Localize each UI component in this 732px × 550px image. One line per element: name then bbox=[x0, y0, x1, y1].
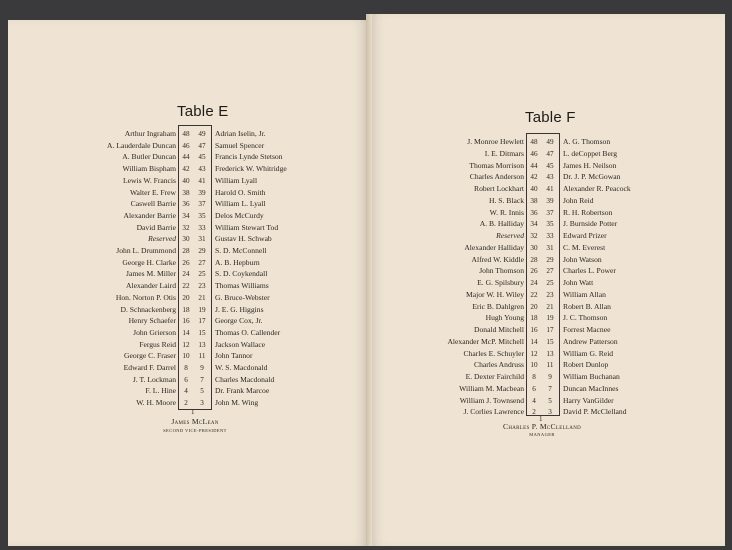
right-seat-number: 37 bbox=[198, 200, 206, 209]
left-guest-name: Hugh Young bbox=[485, 313, 524, 323]
left-seat-number: 12 bbox=[530, 349, 538, 358]
right-seat-number: 39 bbox=[198, 188, 206, 197]
seat-row bbox=[0, 171, 732, 183]
left-seat-number: 44 bbox=[182, 153, 190, 162]
left-guest-name: Edward F. Darrel bbox=[123, 363, 176, 372]
right-seat-number: 9 bbox=[548, 373, 552, 381]
left-seat-number: 12 bbox=[182, 340, 190, 349]
right-seat-number: 23 bbox=[546, 290, 554, 299]
left-seat-number: 30 bbox=[530, 243, 538, 252]
left-guest-name: Alexander McP. Mitchell bbox=[447, 336, 524, 346]
right-guest-name: G. Bruce-Webster bbox=[215, 292, 270, 302]
right-seat-number: 29 bbox=[198, 247, 206, 255]
left-guest-name: Arthur Ingraham bbox=[124, 129, 176, 138]
seat-row bbox=[0, 336, 732, 348]
right-guest-name: James H. Neilson bbox=[563, 160, 617, 170]
right-seat-number: 15 bbox=[198, 328, 206, 337]
right-seat-number: 41 bbox=[546, 185, 554, 193]
right-guest-name: Alexander R. Peacock bbox=[563, 184, 631, 193]
right-seat-number: 9 bbox=[200, 364, 204, 372]
left-seat-number: 38 bbox=[530, 196, 538, 205]
right-guest-name: Jackson Wallace bbox=[215, 339, 266, 349]
right-guest-name: Duncan MacInnes bbox=[563, 383, 619, 393]
left-guest-name: W. R. Innis bbox=[489, 207, 524, 217]
right-guest-name: William Buchanan bbox=[563, 372, 620, 381]
left-guest-name: J. T. Lockman bbox=[132, 374, 176, 384]
left-seat-number: 14 bbox=[530, 337, 538, 346]
right-seat-number: 17 bbox=[198, 317, 206, 326]
right-seat-number: 19 bbox=[198, 305, 206, 314]
left-seat-number: 8 bbox=[532, 373, 536, 381]
seat-row bbox=[0, 242, 732, 254]
right-guest-name: William Allan bbox=[563, 289, 606, 299]
left-guest-name: D. Schnackenberg bbox=[120, 304, 176, 314]
right-guest-name: Charles L. Power bbox=[563, 266, 616, 276]
right-seat-number: 13 bbox=[546, 349, 554, 358]
right-guest-name: Edward Prizer bbox=[563, 231, 607, 240]
right-seat-number: 43 bbox=[546, 173, 554, 182]
left-guest-name: Reserved bbox=[496, 231, 524, 240]
right-seat-number: 3 bbox=[548, 408, 552, 417]
right-seat-number: 47 bbox=[546, 149, 554, 158]
table-e-title: Table E bbox=[177, 103, 229, 120]
seat-row bbox=[0, 195, 732, 207]
right-seat-number: 11 bbox=[546, 361, 554, 370]
left-guest-name: Charles Andruss bbox=[474, 360, 524, 370]
left-guest-name: John Thomson bbox=[479, 266, 524, 276]
left-guest-name: Fergus Reid bbox=[139, 339, 176, 349]
left-guest-name: E. G. Spilsbury bbox=[477, 278, 524, 287]
table-f-title: Table F bbox=[525, 109, 576, 126]
seat-row bbox=[0, 230, 732, 242]
table-e-head-role: SECOND VICE-PRESIDENT bbox=[163, 428, 227, 433]
left-seat-number: 46 bbox=[182, 141, 190, 150]
seat-row bbox=[0, 301, 732, 313]
table-e-head-name: James McLean bbox=[171, 417, 219, 426]
left-guest-name: William Bispham bbox=[122, 164, 176, 174]
right-seat-number: 49 bbox=[546, 138, 554, 146]
right-guest-name: William G. Reid bbox=[563, 348, 614, 358]
seat-row bbox=[0, 395, 732, 407]
right-seat-number: 45 bbox=[546, 161, 554, 170]
left-guest-name: A. Lauderdale Duncan bbox=[107, 140, 176, 150]
left-seat-number: 2 bbox=[184, 399, 188, 408]
right-seat-number: 27 bbox=[198, 258, 206, 267]
left-seat-number: 42 bbox=[530, 173, 538, 182]
right-guest-name: S. D. Coykendall bbox=[215, 269, 268, 279]
seat-row bbox=[0, 406, 732, 418]
left-seat-number: 24 bbox=[182, 270, 190, 279]
left-seat-number: 16 bbox=[182, 317, 190, 326]
left-guest-name: Alexander Halliday bbox=[464, 242, 524, 252]
right-seat-number: 49 bbox=[198, 130, 206, 138]
left-seat-number: 4 bbox=[184, 387, 188, 396]
left-guest-name: William M. Macbean bbox=[459, 383, 524, 393]
left-guest-name: Reserved bbox=[148, 234, 176, 244]
right-guest-name: Samuel Spencer bbox=[215, 140, 265, 150]
left-seat-number: 20 bbox=[182, 293, 190, 302]
right-guest-name: A. B. Hepburn bbox=[215, 257, 260, 267]
right-guest-name: William Lyall bbox=[215, 175, 258, 185]
left-seat-number: 26 bbox=[182, 258, 190, 267]
seat-row bbox=[0, 348, 732, 360]
seat-row bbox=[0, 371, 732, 383]
right-seat-number: 25 bbox=[198, 270, 206, 279]
right-guest-name: S. D. McConnell bbox=[215, 246, 267, 255]
right-seat-number: 11 bbox=[198, 352, 206, 361]
left-seat-number: 24 bbox=[530, 279, 538, 287]
left-seat-number: 22 bbox=[182, 282, 190, 291]
left-seat-number: 20 bbox=[530, 302, 538, 311]
left-seat-number: 48 bbox=[530, 138, 538, 146]
right-guest-name: Adrian Iselin, Jr. bbox=[215, 129, 266, 138]
left-guest-name: David Barrie bbox=[136, 222, 176, 232]
left-seat-number: 30 bbox=[182, 235, 190, 244]
right-guest-name: C. M. Everest bbox=[563, 242, 606, 252]
left-guest-name: Lewis W. Francis bbox=[123, 175, 176, 185]
right-guest-name: Harold O. Smith bbox=[215, 187, 266, 197]
left-guest-name: A. Butler Duncan bbox=[122, 152, 176, 162]
right-seat-number: 45 bbox=[198, 153, 206, 162]
right-seat-number: 7 bbox=[200, 375, 204, 384]
seat-row bbox=[0, 136, 732, 148]
left-seat-number: 38 bbox=[182, 188, 190, 197]
right-guest-name: L. deCoppet Berg bbox=[563, 148, 618, 158]
table-f-head-seat: 1 bbox=[539, 415, 543, 423]
left-seat-number: 28 bbox=[182, 247, 190, 255]
left-seat-number: 2 bbox=[532, 408, 536, 417]
right-guest-name: Thomas O. Callender bbox=[215, 327, 281, 337]
right-seat-number: 23 bbox=[198, 282, 206, 291]
left-guest-name: Alexander Barrie bbox=[123, 210, 176, 220]
right-guest-name: Andrew Patterson bbox=[563, 336, 618, 346]
seat-row bbox=[0, 265, 732, 277]
left-seat-number: 8 bbox=[184, 364, 188, 372]
left-guest-name: George H. Clarke bbox=[122, 257, 176, 267]
right-seat-number: 31 bbox=[198, 235, 206, 244]
left-seat-number: 10 bbox=[182, 352, 190, 361]
seat-row bbox=[0, 324, 732, 336]
left-seat-number: 32 bbox=[530, 232, 538, 240]
right-guest-name: Francis Lynde Stetson bbox=[215, 152, 283, 162]
right-guest-name: John M. Wing bbox=[215, 398, 259, 408]
left-guest-name: Charles E. Schuyler bbox=[463, 348, 524, 358]
seat-row bbox=[0, 383, 732, 395]
seat-row bbox=[0, 312, 732, 324]
left-guest-name: Hon. Norton P. Otis bbox=[115, 292, 176, 302]
right-guest-name: J. C. Thomson bbox=[563, 313, 608, 323]
right-guest-name: Harry VanGilder bbox=[563, 395, 614, 405]
right-guest-name: Delos McCurdy bbox=[215, 210, 264, 220]
left-guest-name: Walter E. Frew bbox=[130, 187, 176, 197]
left-seat-number: 14 bbox=[182, 328, 190, 337]
left-seat-number: 34 bbox=[182, 211, 190, 220]
left-guest-name: W. H. Moore bbox=[136, 398, 176, 408]
left-guest-name: Alexander Laird bbox=[126, 281, 176, 291]
right-guest-name: Dr. Frank Marcoe bbox=[215, 386, 270, 396]
seat-row bbox=[0, 277, 732, 289]
right-guest-name: John Watt bbox=[563, 278, 594, 287]
left-guest-name: Eric B. Dahlgren bbox=[472, 301, 524, 311]
right-guest-name: Thomas Williams bbox=[215, 281, 269, 291]
right-seat-number: 29 bbox=[546, 255, 554, 264]
seat-row bbox=[0, 289, 732, 301]
left-guest-name: H. S. Black bbox=[488, 195, 524, 205]
left-seat-number: 26 bbox=[530, 267, 538, 276]
right-guest-name: John Watson bbox=[563, 254, 602, 264]
left-guest-name: William J. Townsend bbox=[459, 395, 524, 405]
left-guest-name: Alfred W. Kiddle bbox=[471, 254, 524, 264]
right-guest-name: A. G. Thomson bbox=[563, 137, 611, 146]
right-seat-number: 21 bbox=[198, 293, 206, 302]
left-guest-name: Robert Lockhart bbox=[474, 184, 524, 193]
left-seat-number: 46 bbox=[530, 149, 538, 158]
right-guest-name: W. S. Macdonald bbox=[215, 363, 268, 372]
left-seat-number: 16 bbox=[530, 326, 538, 334]
seat-row bbox=[0, 254, 732, 266]
left-guest-name: Henry Schaefer bbox=[128, 316, 176, 326]
table-f-head-name: Charles P. McClelland bbox=[502, 422, 582, 431]
left-guest-name: John L. Drummond bbox=[116, 246, 176, 255]
seat-row bbox=[0, 359, 732, 371]
right-guest-name: J. E. G. Higgins bbox=[215, 304, 264, 314]
table-e-head-seat: 1 bbox=[191, 408, 195, 416]
left-seat-number: 4 bbox=[532, 396, 536, 405]
seat-row bbox=[0, 207, 732, 219]
right-guest-name: Robert B. Allan bbox=[563, 301, 611, 311]
right-seat-number: 27 bbox=[546, 267, 554, 276]
left-seat-number: 34 bbox=[530, 220, 538, 229]
right-guest-name: Dr. J. P. McGowan bbox=[563, 172, 621, 182]
left-seat-number: 22 bbox=[530, 290, 538, 299]
right-seat-number: 19 bbox=[546, 314, 554, 323]
left-guest-name: E. Dexter Fairchild bbox=[465, 372, 524, 381]
right-seat-number: 39 bbox=[546, 196, 554, 205]
right-seat-number: 5 bbox=[200, 387, 204, 396]
left-seat-number: 28 bbox=[530, 255, 538, 264]
right-seat-number: 47 bbox=[198, 141, 206, 150]
left-guest-name: J. Monroe Hewlett bbox=[467, 137, 524, 146]
left-seat-number: 36 bbox=[182, 200, 190, 209]
left-seat-number: 44 bbox=[530, 161, 538, 170]
left-seat-number: 18 bbox=[182, 305, 190, 314]
left-seat-number: 40 bbox=[182, 176, 190, 185]
right-seat-number: 31 bbox=[546, 243, 554, 252]
right-seat-number: 43 bbox=[198, 165, 206, 174]
right-guest-name: George Cox, Jr. bbox=[215, 316, 263, 326]
seat-row bbox=[0, 218, 732, 230]
right-seat-number: 13 bbox=[198, 340, 206, 349]
right-guest-name: William Stewart Tod bbox=[215, 222, 279, 232]
left-seat-number: 40 bbox=[530, 185, 538, 193]
left-seat-number: 42 bbox=[182, 165, 190, 174]
right-seat-number: 21 bbox=[546, 302, 554, 311]
left-guest-name: F. L. Hine bbox=[145, 386, 176, 396]
seat-row bbox=[0, 183, 732, 195]
right-guest-name: J. Burnside Potter bbox=[563, 219, 618, 229]
table-f-head-role: MANAGER bbox=[529, 432, 555, 437]
left-guest-name: Donald Mitchell bbox=[474, 325, 524, 334]
right-guest-name: Forrest Macnee bbox=[563, 325, 611, 334]
left-seat-number: 32 bbox=[182, 223, 190, 232]
right-seat-number: 33 bbox=[198, 223, 206, 232]
right-seat-number: 41 bbox=[198, 176, 206, 185]
left-guest-name: Caswell Barrie bbox=[130, 199, 176, 209]
left-seat-number: 10 bbox=[530, 361, 538, 370]
right-guest-name: Charles Macdonald bbox=[215, 374, 275, 384]
left-guest-name: John Grierson bbox=[133, 327, 176, 337]
left-guest-name: James M. Miller bbox=[126, 269, 176, 279]
right-seat-number: 35 bbox=[198, 211, 206, 220]
right-guest-name: Frederick W. Whitridge bbox=[215, 164, 287, 174]
right-guest-name: William L. Lyall bbox=[215, 199, 266, 209]
right-guest-name: John Tannor bbox=[215, 351, 253, 361]
right-seat-number: 37 bbox=[546, 208, 554, 217]
right-seat-number: 35 bbox=[546, 220, 554, 229]
left-seat-number: 36 bbox=[530, 208, 538, 217]
left-guest-name: Charles Anderson bbox=[469, 172, 524, 182]
left-seat-number: 48 bbox=[182, 130, 190, 138]
left-seat-number: 18 bbox=[530, 314, 538, 323]
right-seat-number: 25 bbox=[546, 279, 554, 287]
right-seat-number: 5 bbox=[548, 396, 552, 405]
right-seat-number: 3 bbox=[200, 399, 204, 408]
right-seat-number: 7 bbox=[548, 384, 552, 393]
left-seat-number: 6 bbox=[532, 384, 536, 393]
seat-row bbox=[0, 148, 732, 160]
seat-row bbox=[0, 160, 732, 172]
left-seat-number: 6 bbox=[184, 375, 188, 384]
right-guest-name: Robert Dunlop bbox=[563, 360, 609, 370]
right-guest-name: R. H. Robertson bbox=[563, 207, 613, 217]
left-guest-name: J. Corlies Lawrence bbox=[463, 407, 524, 417]
left-guest-name: A. B. Halliday bbox=[479, 219, 524, 229]
left-guest-name: Thomas Morrison bbox=[469, 160, 524, 170]
right-guest-name: David P. McClelland bbox=[563, 407, 627, 417]
right-guest-name: Gustav H. Schwab bbox=[215, 234, 272, 244]
left-guest-name: Major W. H. Wiley bbox=[466, 289, 524, 299]
right-seat-number: 33 bbox=[546, 232, 554, 240]
left-guest-name: George C. Fraser bbox=[124, 351, 176, 361]
right-seat-number: 15 bbox=[546, 337, 554, 346]
right-seat-number: 17 bbox=[546, 326, 554, 334]
right-guest-name: John Reid bbox=[563, 195, 594, 205]
left-guest-name: I. E. Ditmars bbox=[484, 148, 524, 158]
